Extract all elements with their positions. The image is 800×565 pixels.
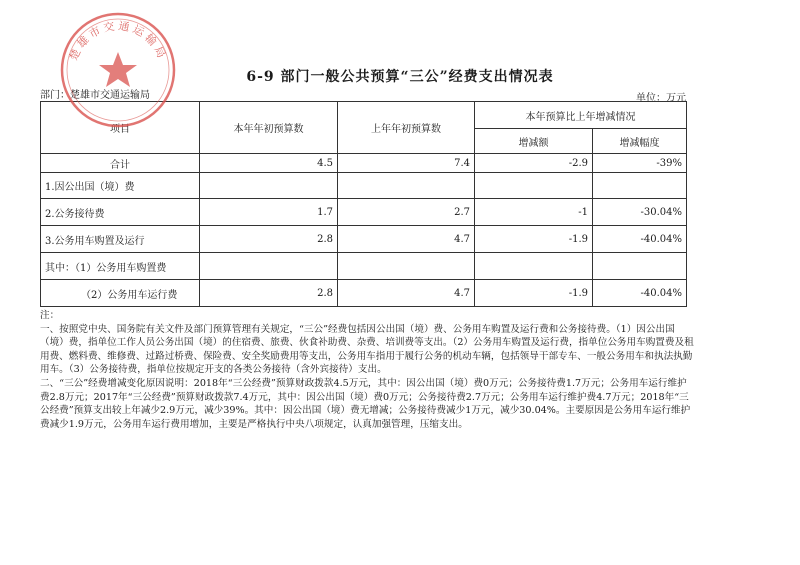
row-rate: -39% [593,154,687,173]
notes-paragraph-1: 一、按照党中央、国务院有关文件及部门预算管理有关规定，“三公”经费包括因公出国（境）费、公务用车购置及运行费和公务接待费。（1）因公出国（境）费，指单位工作人员公务出国（境）的住宿费、旅费、伙食补助费、杂费、培训费等支出。（2）公务用车购置及运行费，指单位公务用车购置费及租用费、燃料费、维修费、过路过桥费、保险费、安全奖励费用等支出，公务用车指用于履行公务的机动车辆，包括领导干部专车、一般公务用车和执法执勤用车。（3）公务接待费，指单位按规定开支的各类公务接待（含外宾接待）支出。 [40,323,694,376]
row-change: -1.9 [475,226,593,253]
row-current [200,173,338,199]
page-title: 6-9 部门一般公共预算“三公”经费支出情况表 [246,69,554,85]
row-item: 1.因公出国（境）费 [41,173,200,199]
table-row [41,173,687,199]
row-item: 其中：（1）公务用车购置费 [41,253,200,280]
table-row [41,280,687,307]
header-item: 项目 [41,102,200,154]
department-label: 部门：楚雄市交通运输局 [40,90,150,101]
row-rate: -40.04% [593,226,687,253]
notes-paragraph-2: 二、“三公”经费增减变化原因说明：2018年“三公经费”预算财政拨款4.5万元，其中：因公出国（境）费0万元；公务接待费1.7万元；公务用车运行维护费2.8万元；2017年“三公经费”预算财政拨款7.4万元，其中：因公出国（境）费0万元；公务接待费2.7万元；公务用车运行维护费4.7万元；2018年“三公经费”预算支出较上年减少2.9万元，减少39%。其中：因公出国（境）费无增减；公务接待费减少1万元，减少30.04%。主要原因是公务用车运行维护费减少1.9万元，公务用车运行费用增加，主要是严格执行中央八项规定，认真加强管理，压缩支出。 [40,377,691,430]
row-last [338,173,475,199]
header-last-budget: 上年年初预算数 [338,102,475,154]
row-rate: -30.04% [593,199,687,226]
row-current [200,253,338,280]
row-change: -2.9 [475,154,593,173]
row-last: 4.7 [338,280,475,307]
row-change [475,173,593,199]
header-current-budget: 本年年初预算数 [200,102,338,154]
row-current: 1.7 [200,199,338,226]
row-change: -1.9 [475,280,593,307]
row-last: 7.4 [338,154,475,173]
row-current: 2.8 [200,226,338,253]
header-change-amount: 增减额 [475,129,593,154]
notes-heading: 注： [40,310,60,321]
row-change: -1 [475,199,593,226]
row-item: 3.公务用车购置及运行 [41,226,200,253]
notes-section [40,309,695,431]
row-last: 2.7 [338,199,475,226]
header-change-group: 本年预算比上年增减情况 [475,102,687,129]
row-current: 2.8 [200,280,338,307]
row-last: 4.7 [338,226,475,253]
row-item: （2）公务用车运行费 [41,280,200,307]
table-row [41,199,687,226]
row-item: 合计 [41,154,200,173]
table-row [41,226,687,253]
svg-text:楚雄市交通运输局 [66,18,169,62]
unit-label: 单位：万元 [636,93,686,104]
row-rate [593,253,687,280]
header-change-rate: 增减幅度 [593,129,687,154]
row-item: 2.公务接待费 [41,199,200,226]
table-row [41,154,687,173]
row-rate [593,173,687,199]
seal-text: 楚雄市交通运输局 [66,19,170,63]
table-row [41,253,687,280]
header-row-1 [41,102,687,129]
row-change [475,253,593,280]
row-last [338,253,475,280]
row-current: 4.5 [200,154,338,173]
row-rate: -40.04% [593,280,687,307]
budget-table [40,101,687,307]
